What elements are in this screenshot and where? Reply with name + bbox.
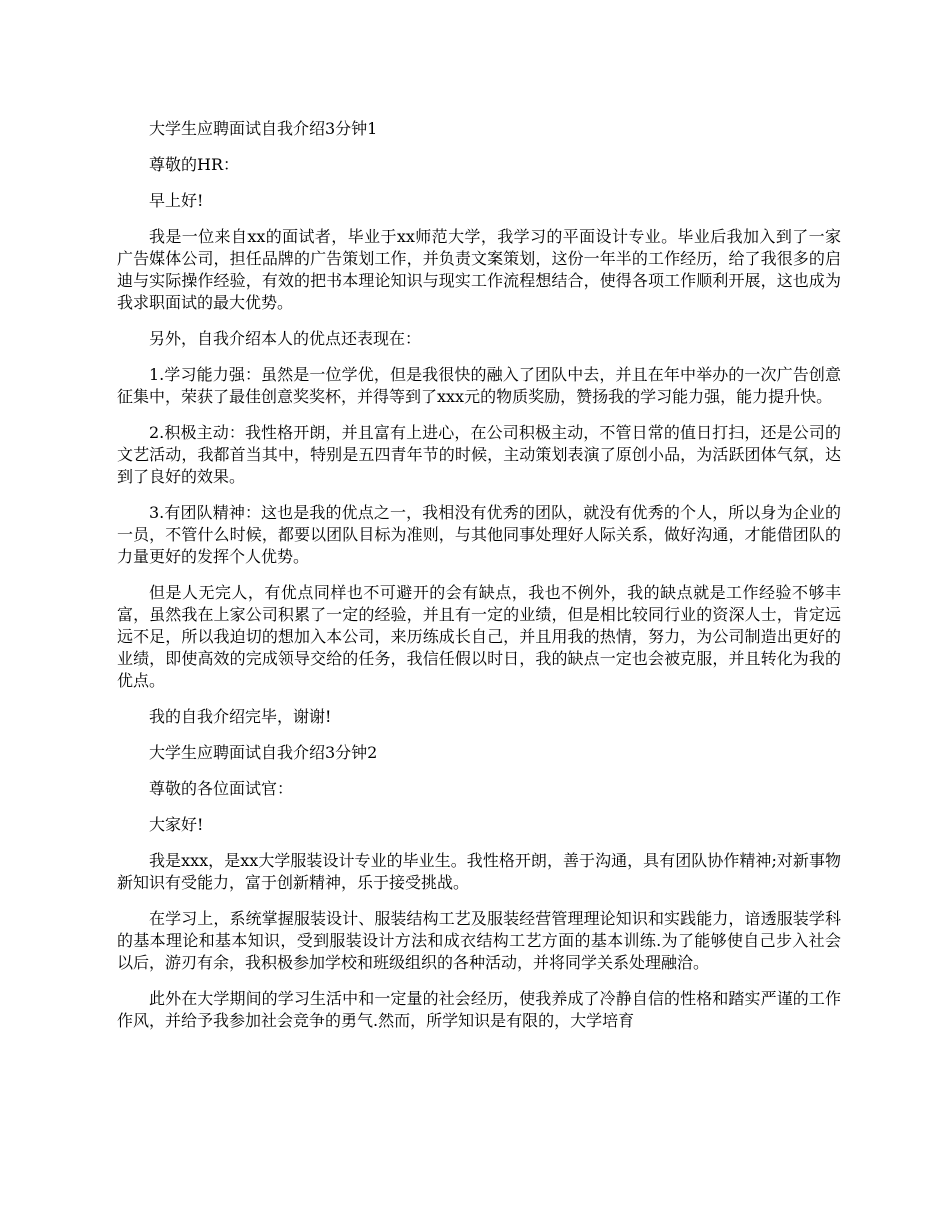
greeting: 大家好! (149, 815, 204, 834)
list-item: 1.学习能力强：虽然是一位学优，但是我很快的融入了团队中去，并且在年中举办的一次广告创意征集中，荣获了最佳创意奖奖杯，并得等到了xxx元的物质奖励，赞扬我的学习能力强，能力提升快。 (117, 365, 841, 406)
greeting: 早上好! (149, 191, 204, 210)
section-title-2: 大学生应聘面试自我介绍3分钟2 (149, 743, 378, 762)
list-item: 3.有团队精神：这也是我的优点之一，我相没有优秀的团队，就没有优秀的个人，所以身为企业的一员，不管什么时候，都要以团队目标为准则，与其他同事处理好人际关系，做好沟通，才能借团队的力量更好的发挥个人优势。 (117, 503, 841, 566)
body-paragraph: 我是xxx，是xx大学服装设计专业的毕业生。我性格开朗，善于沟通，具有团队协作精神;对新事物新知识有受能力，富于创新精神，乐于接受挑战。 (117, 851, 841, 892)
section-title-1: 大学生应聘面试自我介绍3分钟1 (149, 119, 378, 138)
body-paragraph: 在学习上，系统掌握服装设计、服装结构工艺及服装经营管理理论知识和实践能力，谙透服装学科的基本理论和基本知识，受到服装设计方法和成衣结构工艺方面的基本训练.为了能够使自己步入社会以后，游刃有余，我积极参加学校和班级组织的各种活动，并将同学关系处理融洽。 (117, 909, 841, 972)
salutation: 尊敬的各位面试官： (149, 779, 294, 798)
document-page (117, 118, 841, 1046)
body-paragraph: 但是人无完人，有优点同样也不可避开的会有缺点，我也不例外，我的缺点就是工作经验不够丰富，虽然我在上家公司积累了一定的经验，并且有一定的业绩，但是相比较同行业的资深人士，肯定远远不足，所以我迫切的想加入本公司，来历练成长自己，并且用我的热情，努力，为公司制造出更好的业绩，即使高效的完成领导交给的任务，我信任假以时日，我的缺点一定也会被克服，并且转化为我的优点。 (117, 583, 841, 690)
body-paragraph: 另外，自我介绍本人的优点还表现在： (149, 329, 422, 348)
body-paragraph: 我是一位来自xx的面试者，毕业于xx师范大学，我学习的平面设计专业。毕业后我加入到了一家广告媒体公司，担任品牌的广告策划工作，并负责文案策划，这份一年半的工作经历，给了我很多的启迪与实际操作经验，有效的把书本理论知识与现实工作流程想结合，使得各项工作顺利开展，这也成为我求职面试的最大优势。 (117, 227, 841, 312)
salutation: 尊敬的HR： (149, 155, 240, 174)
closing: 我的自我介绍完毕，谢谢! (149, 707, 332, 726)
list-item: 2.积极主动：我性格开朗，并且富有上进心，在公司积极主动，不管日常的值日打扫，还是公司的文艺活动，我都首当其中，特别是五四青年节的时候，主动策划表演了原创小品，为活跃团体气氛，达到了良好的效果。 (117, 423, 841, 486)
body-paragraph: 此外在大学期间的学习生活中和一定量的社会经历，使我养成了冷静自信的性格和踏实严谨的工作作风，并给予我参加社会竞争的勇气.然而，所学知识是有限的，大学培育 (117, 989, 841, 1030)
